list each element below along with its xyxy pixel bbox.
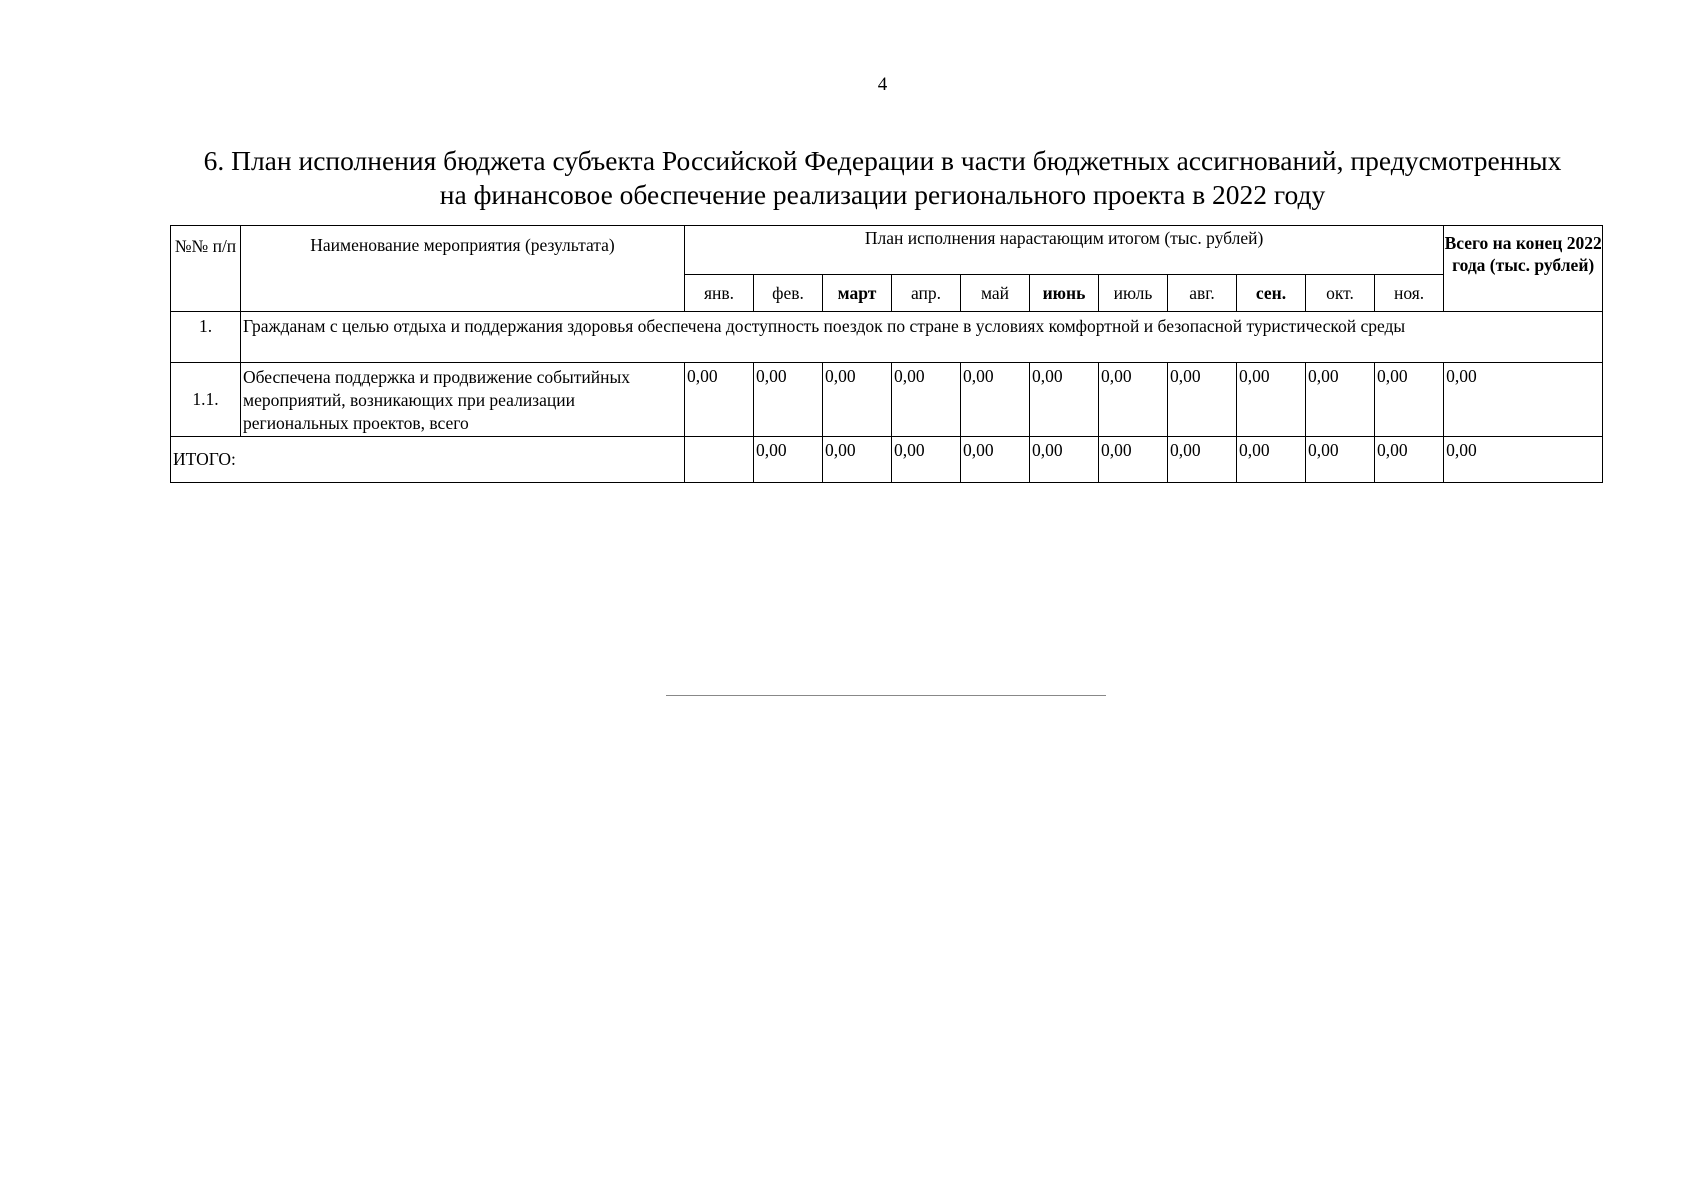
itogo-value-nov: 0,00: [1375, 437, 1444, 483]
header-plan: План исполнения нарастающим итогом (тыс. рублей): [685, 226, 1444, 275]
month-sep: сен.: [1237, 275, 1306, 312]
header-num: №№ п/п: [171, 226, 241, 312]
row2-value-aug: 0,00: [1168, 363, 1237, 437]
itogo-value-may: 0,00: [961, 437, 1030, 483]
month-jan: янв.: [685, 275, 754, 312]
month-aug: авг.: [1168, 275, 1237, 312]
row1-text: Гражданам с целью отдыха и поддержания здоровья обеспечена доступность поездок по стране в условиях комфортной и безопасной туристической среды: [241, 312, 1603, 363]
month-jul: июль: [1099, 275, 1168, 312]
row2-num: 1.1.: [171, 363, 241, 437]
table-row: [171, 312, 1603, 363]
row2-total: 0,00: [1444, 363, 1603, 437]
itogo-total: 0,00: [1444, 437, 1603, 483]
itogo-value-feb: 0,00: [754, 437, 823, 483]
table-header-row: [171, 226, 1603, 275]
itogo-value-sep: 0,00: [1237, 437, 1306, 483]
itogo-value-jun: 0,00: [1030, 437, 1099, 483]
month-feb: фев.: [754, 275, 823, 312]
row2-value-may: 0,00: [961, 363, 1030, 437]
itogo-value-mar: 0,00: [823, 437, 892, 483]
itogo-value-jan: [685, 437, 754, 483]
month-oct: окт.: [1306, 275, 1375, 312]
itogo-value-aug: 0,00: [1168, 437, 1237, 483]
row2-value-jun: 0,00: [1030, 363, 1099, 437]
row2-value-mar: 0,00: [823, 363, 892, 437]
row2-text: Обеспечена поддержка и продвижение событийных мероприятий, возникающих при реализации региональных проектов, всего: [241, 363, 685, 437]
separator-line: [666, 695, 1106, 696]
page-number: 4: [877, 74, 888, 95]
budget-plan-table: [170, 225, 1603, 483]
month-jun: июнь: [1030, 275, 1099, 312]
title-line-1: 6. План исполнения бюджета субъекта Российской Федерации в части бюджетных ассигнований, предусмотренных: [203, 145, 1562, 176]
table-row: [171, 363, 1603, 437]
title-line-2: на финансовое обеспечение реализации регионального проекта в 2022 году: [439, 179, 1326, 210]
itogo-value-oct: 0,00: [1306, 437, 1375, 483]
row1-num: 1.: [171, 312, 241, 363]
itogo-label: ИТОГО:: [171, 437, 685, 483]
row2-value-apr: 0,00: [892, 363, 961, 437]
month-nov: ноя.: [1375, 275, 1444, 312]
row2-value-sep: 0,00: [1237, 363, 1306, 437]
month-may: май: [961, 275, 1030, 312]
row2-value-nov: 0,00: [1375, 363, 1444, 437]
row2-value-jan: 0,00: [685, 363, 754, 437]
itogo-value-jul: 0,00: [1099, 437, 1168, 483]
row2-value-jul: 0,00: [1099, 363, 1168, 437]
document-title: [140, 144, 1625, 212]
header-name: Наименование мероприятия (результата): [241, 226, 685, 312]
itogo-value-apr: 0,00: [892, 437, 961, 483]
table-total-row: [171, 437, 1603, 483]
month-apr: апр.: [892, 275, 961, 312]
header-total: Всего на конец 2022 года (тыс. рублей): [1444, 226, 1603, 312]
row2-value-oct: 0,00: [1306, 363, 1375, 437]
row2-value-feb: 0,00: [754, 363, 823, 437]
month-mar: март: [823, 275, 892, 312]
